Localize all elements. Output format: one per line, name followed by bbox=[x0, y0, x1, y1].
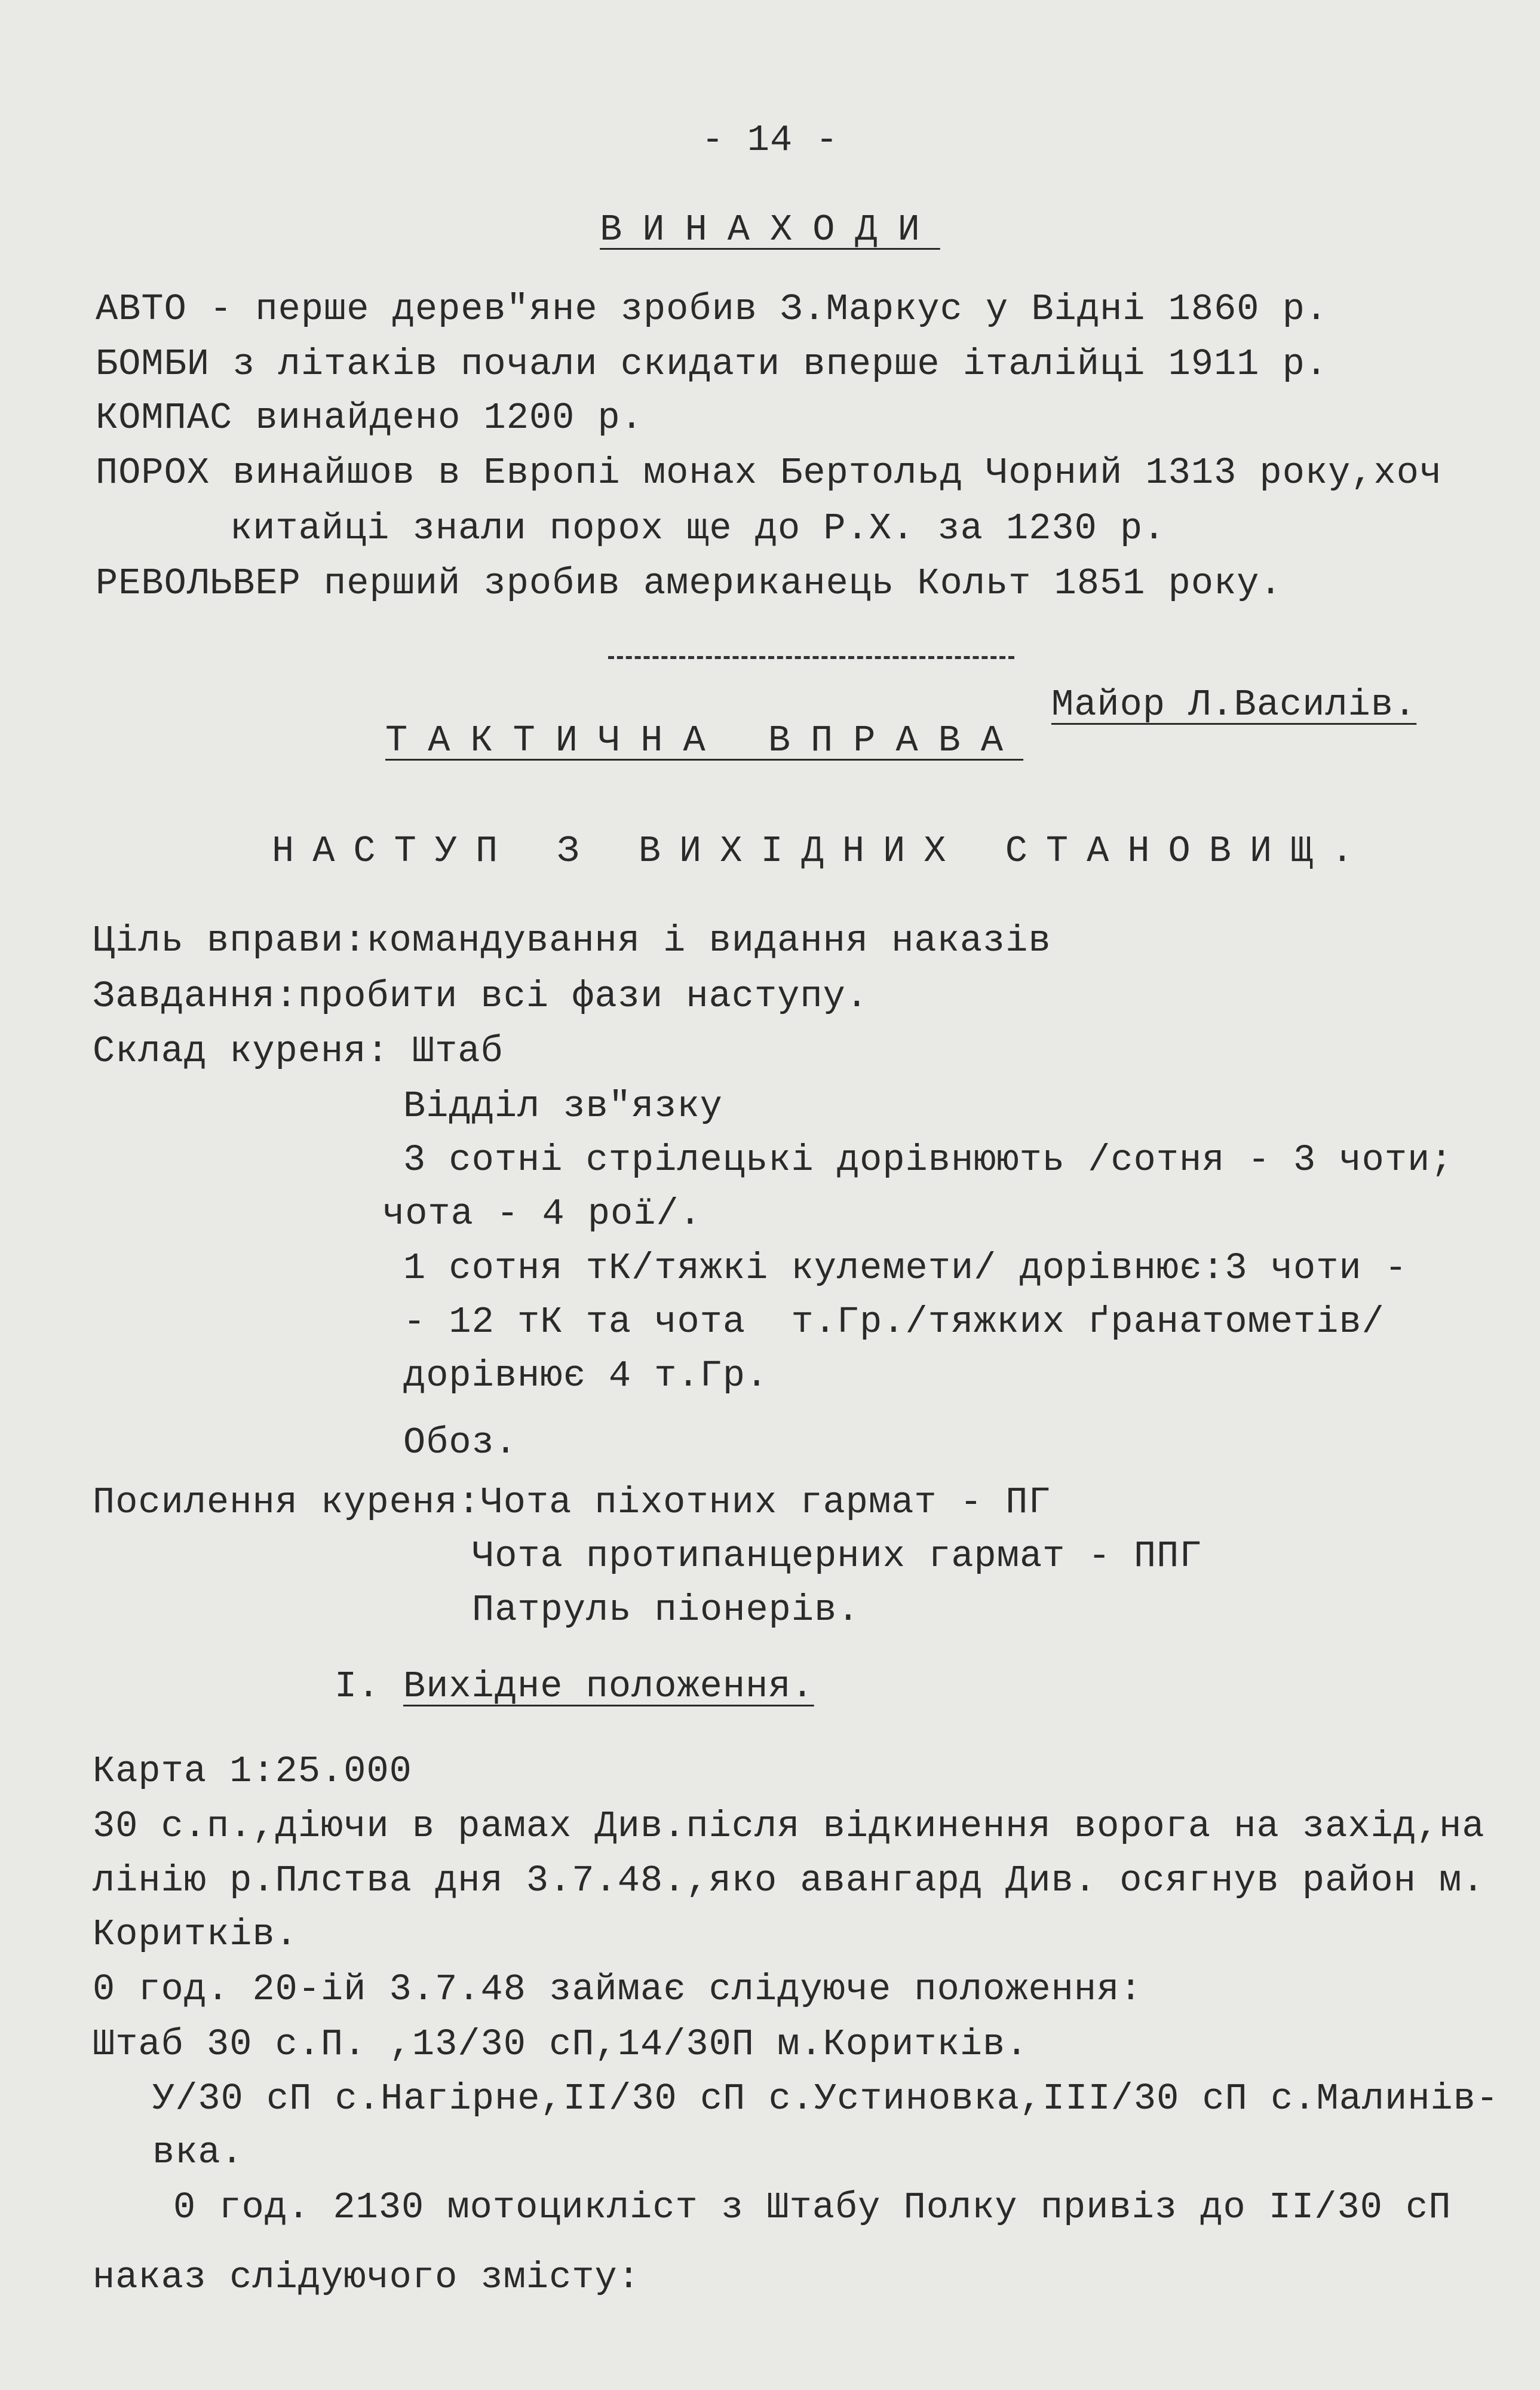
exercise-title: ТАКТИЧНА ВПРАВА bbox=[385, 719, 1024, 762]
invention-line: АВТО - перше дерев"яне зробив З.Маркус у Відні 1860 р. bbox=[96, 288, 1329, 330]
reinforcement-line: Патруль піонерів. bbox=[472, 1589, 860, 1631]
exercise-task: Завдання:пробити всі фази наступу. bbox=[93, 975, 869, 1018]
page-number: - 14 - bbox=[701, 119, 839, 161]
invention-line: РЕВОЛЬВЕР перший зробив американець Кольт 1851 року. bbox=[96, 562, 1283, 605]
situation-line: У/30 сП с.Нагірне,II/30 сП с.Устиновка,III/30 сП с.Малинів- bbox=[152, 2078, 1499, 2120]
section-title: Вихідне положення. bbox=[403, 1665, 814, 1708]
invention-line: КОМПАС винайдено 1200 р. bbox=[96, 397, 643, 439]
situation-line: Карта 1:25.000 bbox=[93, 1750, 412, 1792]
composition-line: дорівнює 4 т.Гр. bbox=[403, 1355, 769, 1397]
reinforcement-line: Посилення куреня:Чота піхотних гармат - ПГ bbox=[93, 1481, 1051, 1524]
author-name: Майор Л.Василів. bbox=[1051, 684, 1417, 726]
invention-line: китайці знали порох ще до Р.Х. за 1230 р. bbox=[230, 507, 1166, 550]
composition-line: Відділ зв"язку bbox=[403, 1085, 723, 1127]
composition-line: - 12 тК та чота т.Гр./тяжких ґранатометів/ bbox=[403, 1301, 1385, 1343]
exercise-subtitle: НАСТУП З ВИХІДНИХ СТАНОВИЩ. bbox=[272, 830, 1372, 872]
situation-line: вка. bbox=[152, 2131, 244, 2174]
composition-line: Склад куреня: Штаб bbox=[93, 1030, 504, 1073]
situation-line: Коритків. bbox=[93, 1913, 298, 1956]
situation-line: наказ слідуючого змісту: bbox=[93, 2256, 640, 2299]
section-divider bbox=[608, 656, 1014, 659]
situation-line: 30 с.п.,діючи в рамах Див.після відкинення ворога на захід,на bbox=[93, 1805, 1485, 1847]
composition-line: Обоз. bbox=[403, 1421, 518, 1464]
exercise-goal: Ціль вправи:командування і видання наказів bbox=[93, 920, 1051, 962]
situation-line: Штаб 30 с.П. ,13/30 сП,14/30П м.Коритків. bbox=[93, 2023, 1029, 2066]
composition-line: 3 сотні стрілецькі дорівнюють /сотня - 3 чоти; bbox=[403, 1139, 1453, 1181]
invention-line: ПОРОХ винайшов в Европі монах Бертольд Чорний 1313 року,хоч bbox=[96, 452, 1443, 494]
reinforcement-line: Чота протипанцерних гармат - ППГ bbox=[472, 1535, 1202, 1577]
composition-line: чота - 4 рої/. bbox=[382, 1193, 702, 1235]
composition-line: 1 сотня тК/тяжкі кулемети/ дорівнює:3 чоти - bbox=[403, 1247, 1408, 1289]
inventions-heading: ВИНАХОДИ bbox=[600, 209, 940, 251]
situation-line: 0 год. 20-ій 3.7.48 займає слідуюче положення: bbox=[93, 1968, 1143, 2011]
invention-line: БОМБИ з літаків почали скидати вперше італійці 1911 р. bbox=[96, 343, 1329, 385]
situation-line: лінію р.Плства дня 3.7.48.,яко авангард Див. осягнув район м. bbox=[93, 1859, 1485, 1902]
section-number: I. bbox=[335, 1665, 381, 1708]
situation-line: 0 год. 2130 мотоцикліст з Штабу Полку привіз до II/30 сП bbox=[173, 2186, 1452, 2229]
